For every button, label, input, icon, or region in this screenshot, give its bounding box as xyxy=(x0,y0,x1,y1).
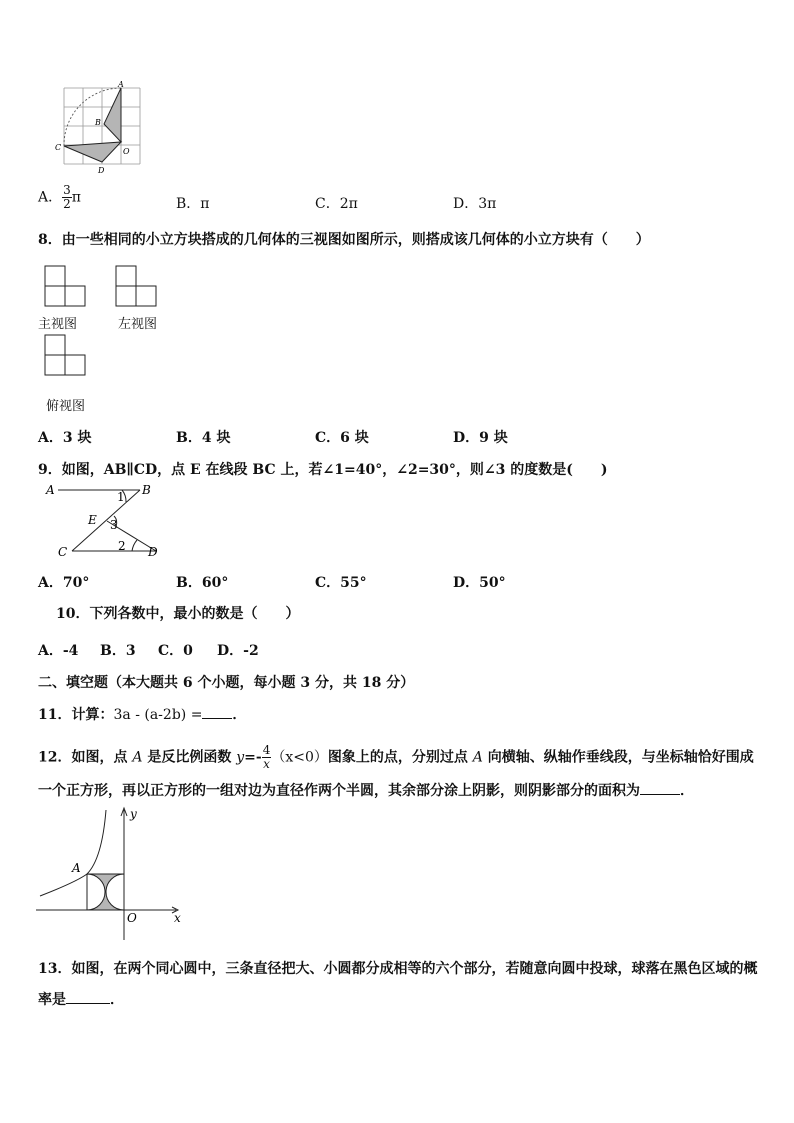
q9-label-d: D xyxy=(148,545,158,559)
q12-figure xyxy=(36,804,188,944)
q8-top-view-label: 俯视图 xyxy=(46,399,86,414)
q11-prefix: 11．计算： xyxy=(38,707,114,723)
q7-label-a: A xyxy=(118,80,124,89)
q7-shaded-triangle-lower xyxy=(64,142,121,162)
q9-option-d: D．50° xyxy=(453,575,506,591)
q8-front-view xyxy=(44,265,88,309)
q9-label-angle3: 3 xyxy=(110,518,118,532)
q10-option-b: B．3 xyxy=(100,643,136,659)
q9-option-c: C．55° xyxy=(315,575,367,591)
q7-option-b: B．π xyxy=(176,196,210,212)
q8-option-c: C．6 块 xyxy=(315,430,369,446)
q8-option-b: B．4 块 xyxy=(176,430,231,446)
q12-answer-blank[interactable] xyxy=(640,794,680,795)
q9-option-a: A．70° xyxy=(38,575,90,591)
q9-label-angle1: 1 xyxy=(117,490,125,504)
q9-figure xyxy=(44,480,168,560)
q12-line1: 12．如图，点 A 是反比例函数 y=- $\frac{4}{x}$ （x<0）图象上的点，分别过点 A 向横轴、纵轴作垂线段，与坐标轴恰好围成 xyxy=(38,743,754,771)
q7-figure xyxy=(52,80,152,180)
q12-line2: 一个正方形，再以正方形的一组对边为直径作两个半圆，其余部分涂上阴影，则阴影部分的面积为 ． xyxy=(38,783,694,799)
q12-label-o: O xyxy=(127,911,137,925)
q7-option-c: C．2π xyxy=(315,196,358,212)
q12-label-x: x xyxy=(174,911,181,925)
q11-answer-blank[interactable] xyxy=(202,718,232,719)
q11-expression: 3a - (a-2b) = xyxy=(113,707,203,723)
q12-func-fraction: $\frac{4}{x}$ xyxy=(262,743,271,771)
q13-line2: 率是 ． xyxy=(38,992,124,1008)
q7-label-o: O xyxy=(123,147,130,156)
q12-func-y: y xyxy=(236,749,245,766)
q13-line1: 13．如图，在两个同心圆中，三条直径把大、小圆都分成相等的六个部分，若随意向圆中投球，球落在黑色区域的概 xyxy=(38,961,758,977)
q8-side-view xyxy=(115,265,159,309)
q11-line: 11．计算：3a - (a-2b) = ． xyxy=(38,707,247,723)
q9-label-c: C xyxy=(58,545,68,559)
section2-heading: 二、填空题（本大题共 6 个小题，每小题 3 分，共 18 分） xyxy=(38,675,415,691)
q9-question: 9．如图，AB∥CD，点 E 在线段 BC 上，若∠1=40°，∠2=30°，则∠3 的度数是( ) xyxy=(38,462,608,478)
q10-option-c: C．0 xyxy=(158,643,193,659)
q10-option-a: A．-4 xyxy=(38,643,79,659)
q7-option-a-letter: A． xyxy=(38,189,63,206)
q8-option-d: D．9 块 xyxy=(453,430,508,446)
q10-option-d: D．-2 xyxy=(217,643,259,659)
q7-label-d: D xyxy=(98,166,105,175)
q7-shaded-triangle-upper xyxy=(104,88,121,142)
q9-label-angle2: 2 xyxy=(118,539,126,553)
q8-side-view-label: 左视图 xyxy=(118,317,158,332)
q12-label-a: A xyxy=(72,861,81,875)
q8-top-view xyxy=(44,334,88,378)
q12-label-y: y xyxy=(130,807,137,821)
q7-option-a-fraction: $\frac{3}{2}$ xyxy=(63,183,71,211)
q9-option-b: B．60° xyxy=(176,575,229,591)
q9-label-e: E xyxy=(88,513,97,527)
q7-label-c: C xyxy=(55,143,62,152)
q9-label-b: B xyxy=(142,483,151,497)
q8-question: 8．由一些相同的小立方块搭成的几何体的三视图如图所示，则搭成该几何体的小立方块有（ ） xyxy=(38,232,650,248)
q9-label-a: A xyxy=(46,483,55,497)
q8-option-a: A．3 块 xyxy=(38,430,92,446)
q10-question: 10．下列各数中，最小的数是（ ） xyxy=(56,606,300,622)
q8-front-view-label: 主视图 xyxy=(38,317,78,332)
q7-label-b: B xyxy=(95,118,101,127)
q7-option-a: A． $\frac{3}{2}$ π xyxy=(38,183,81,211)
q7-option-d: D．3π xyxy=(453,196,497,212)
q13-answer-blank[interactable] xyxy=(66,1003,110,1004)
